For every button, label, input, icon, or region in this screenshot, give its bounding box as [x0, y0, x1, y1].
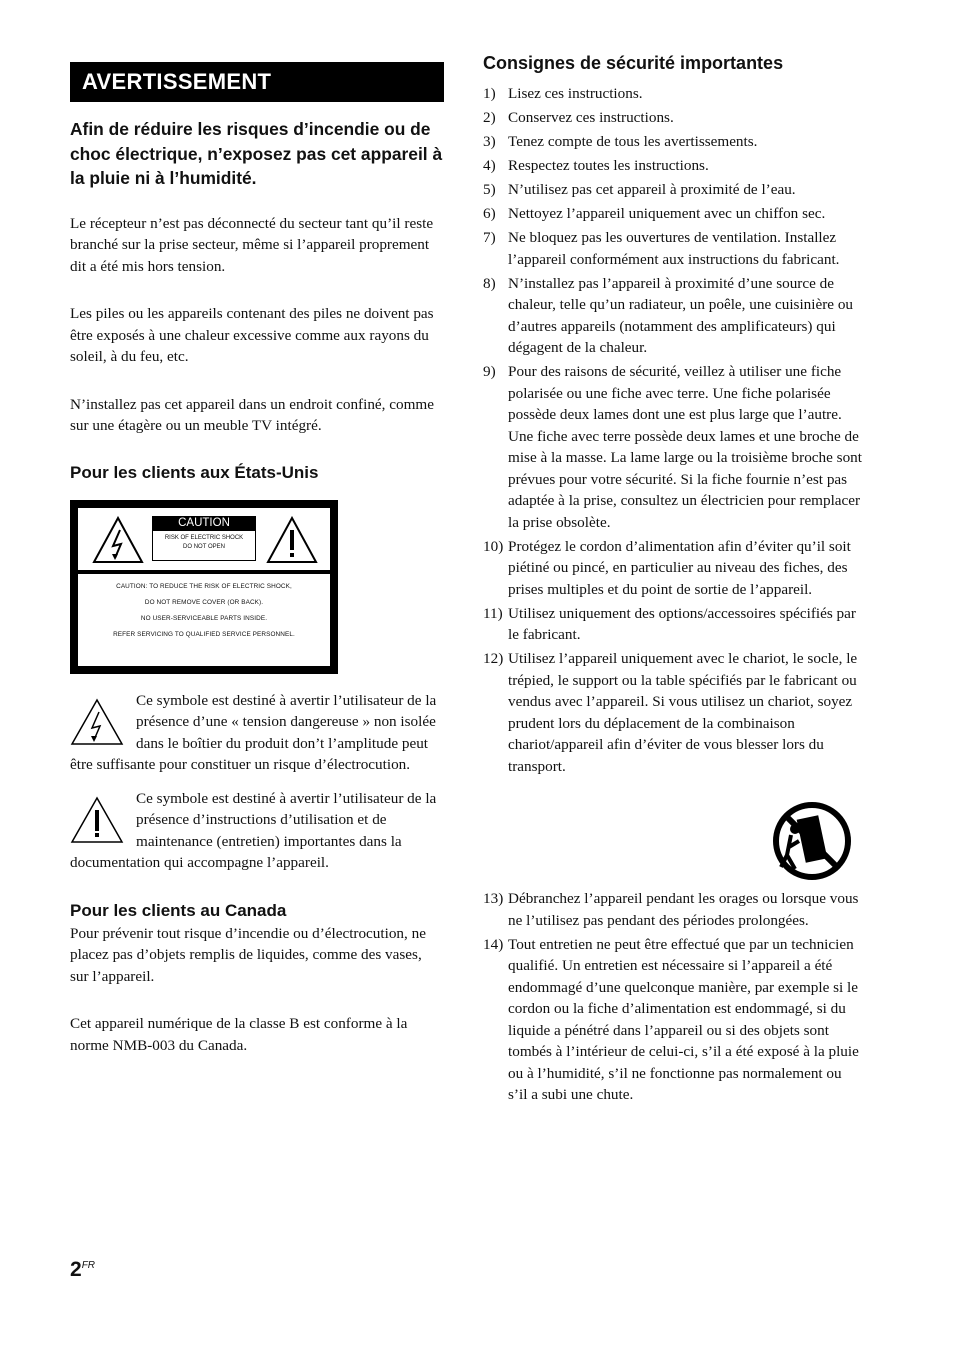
list-item [483, 155, 863, 177]
list-item-number: 9) [483, 363, 496, 380]
canada-paragraph-1: Pour prévenir tout risque d’incendie ou d’électrocution, ne placez pas d’objets remplis de liquides, comme des vases, sur l’appareil. [70, 924, 426, 985]
paragraph-install: N’installez pas cet appareil dans un endroit confiné, comme sur une étagère ou un meuble TV intégré. [70, 395, 434, 434]
safety-list-continued [483, 888, 863, 1106]
list-item-number: 3) [483, 133, 496, 150]
list-item [483, 361, 863, 533]
exclamation-triangle-icon [266, 516, 318, 564]
list-item-number: 13) [483, 890, 504, 907]
list-item-text: Tenez compte de tous les avertissements. [508, 133, 758, 150]
list-item [483, 603, 863, 646]
list-item-number: 6) [483, 205, 496, 222]
us-heading: Pour les clients aux États-Unis [70, 462, 319, 482]
list-item [483, 83, 863, 105]
list-item-text: Débranchez l’appareil pendant les orages ou lorsque vous ne l’utilisez pas pendant des périodes prolongées. [508, 890, 859, 929]
list-item [483, 227, 863, 270]
risk-box: RISK OF ELECTRIC SHOCK DO NOT OPEN [152, 530, 256, 561]
exclamation-triangle-icon [70, 796, 124, 844]
right-column [483, 52, 863, 1108]
list-item-text: Ne bloquez pas les ouvertures de ventilation. Installez l’appareil conformément aux instructions du fabricant. [508, 229, 840, 268]
exclamation-symbol-block [70, 788, 444, 874]
list-item-number: 2) [483, 109, 496, 126]
list-item-number: 4) [483, 157, 496, 174]
safety-heading: Consignes de sécurité importantes [483, 53, 784, 73]
cart-warning-icon [771, 801, 853, 881]
list-item-text: Utilisez l’appareil uniquement avec le chariot, le socle, le trépied, le support ou la table spécifiés par le fabricant ou vendus avec l’appareil. Si vous utilisez un chariot, soyez prudent lors du déplacement de la combinaison chariot/appareil afin d’éviter de vous blesser lors du transport. [508, 650, 858, 775]
lightning-symbol-text: Ce symbole est destiné à avertir l’utilisateur de la présence d’une « tension dangereuse » non isolée dans le boîtier du produit don’t l’amplitude peut être suffisante pour constituer un risque d’électrocution. [70, 691, 437, 773]
list-item-number: 5) [483, 181, 496, 198]
list-item [483, 934, 863, 1106]
list-item [483, 203, 863, 225]
list-item-text: N’utilisez pas cet appareil à proximité de l’eau. [508, 181, 796, 198]
list-item [483, 107, 863, 129]
list-item [483, 648, 863, 777]
list-item-text: Respectez toutes les instructions. [508, 157, 709, 174]
page-number: $2^{FR}$ [70, 1258, 96, 1281]
list-item-text: Nettoyez l’appareil uniquement avec un chiffon sec. [508, 205, 826, 222]
canada-paragraph-2: Cet appareil numérique de la classe B est conforme à la norme NMB-003 du Canada. [70, 1015, 408, 1054]
list-item [483, 888, 863, 931]
list-item-number: 7) [483, 229, 496, 246]
caution-title: CAUTION [152, 516, 256, 530]
list-item-text: Utilisez uniquement des options/accessoires spécifiés par le fabricant. [508, 604, 856, 643]
paragraph-batteries: Les piles ou les appareils contenant des piles ne doivent pas être exposés à une chaleur excessive comme aux rayons du soleil, à du feu, etc. [70, 305, 434, 365]
lightning-symbol-block [70, 690, 444, 776]
safety-list [483, 83, 863, 777]
list-item-number: 8) [483, 274, 496, 292]
list-item-text: Pour des raisons de sécurité, veillez à utiliser une fiche polarisée ou une fiche avec terre. Une fiche polarisée possède deux lames dont une est plus large que l’autre. Une fiche avec terre possède deux lames et une broche de mise à la masse. La lame large ou la troisième broche sont prévues pour votre sécurité. Si la fiche fournie n’est pas adaptée à la prise, consultez un électricien pour remplacer la prise obsolète. [508, 363, 862, 531]
paragraph-receiver: Le récepteur n’est pas déconnecté du secteur tant qu’il reste branché sur la prise secteur, même si l’appareil proprement dit a été mis hors tension. [70, 214, 434, 275]
list-item-text: Lisez ces instructions. [508, 85, 643, 102]
warning-banner: AVERTISSEMENT [70, 62, 444, 102]
list-item [483, 536, 863, 601]
list-item-number: 1) [483, 85, 496, 102]
list-item-number: 14) [483, 935, 504, 953]
list-item-text: N’installez pas l’appareil à proximité d’une source de chaleur, telle qu’un radiateur, un poêle, une cuisinière ou d’autres appareils (notamment des amplificateurs) qui dégagent de la chaleur. [508, 274, 854, 356]
list-item-number: 11) [483, 604, 503, 622]
lightning-triangle-icon [92, 516, 144, 564]
caution-text: CAUTION: TO REDUCE THE RISK OF ELECTRIC SHOCK, DO NOT REMOVE COVER (OR BACK). NO USER-SERVICEABLE PARTS INSIDE. REFER SERVICING TO QUALIFIED SERVICE PERSONNEL. [78, 574, 330, 666]
list-item [483, 273, 863, 359]
list-item-number: 10) [483, 537, 504, 555]
list-item-text: Protégez le cordon d’alimentation afin d’éviter qu’il soit piétiné ou pincé, en particulier au niveau des fiches, des prises multiples et du point de sortie de l’appareil. [508, 537, 851, 598]
left-column [70, 62, 444, 1056]
list-item-text: Conservez ces instructions. [508, 109, 674, 126]
lightning-triangle-icon [70, 698, 124, 746]
list-item [483, 179, 863, 201]
canada-heading: Pour les clients au Canada [70, 900, 287, 920]
warning-lead: Afin de réduire les risques d’incendie ou de choc électrique, n’exposez pas cet appareil à la pluie ni à l’humidité. [70, 119, 443, 188]
caution-label [70, 500, 338, 674]
language-code: FR [81, 1260, 96, 1271]
list-item [483, 131, 863, 153]
list-item-text: Tout entretien ne peut être effectué que par un technicien qualifié. Un entretien est nécessaire si l’appareil a été endommagé d’une quelconque manière, par exemple si le cordon ou la fiche d’alimentation est endommagé, si du liquide a pénétré dans l’appareil ou si des objets sont tombés à l’intérieur de celui-ci, s’il a été exposé à la pluie ou à l’humidité, s’il ne fonctionne pas normalement ou s’il a subi une chute. [508, 935, 859, 1103]
exclamation-symbol-text: Ce symbole est destiné à avertir l’utilisateur de la présence d’instructions d’utilisation et de maintenance (entretien) importantes dans la documentation qui accompagne l’appareil. [70, 789, 437, 871]
list-item-number: 12) [483, 650, 504, 667]
